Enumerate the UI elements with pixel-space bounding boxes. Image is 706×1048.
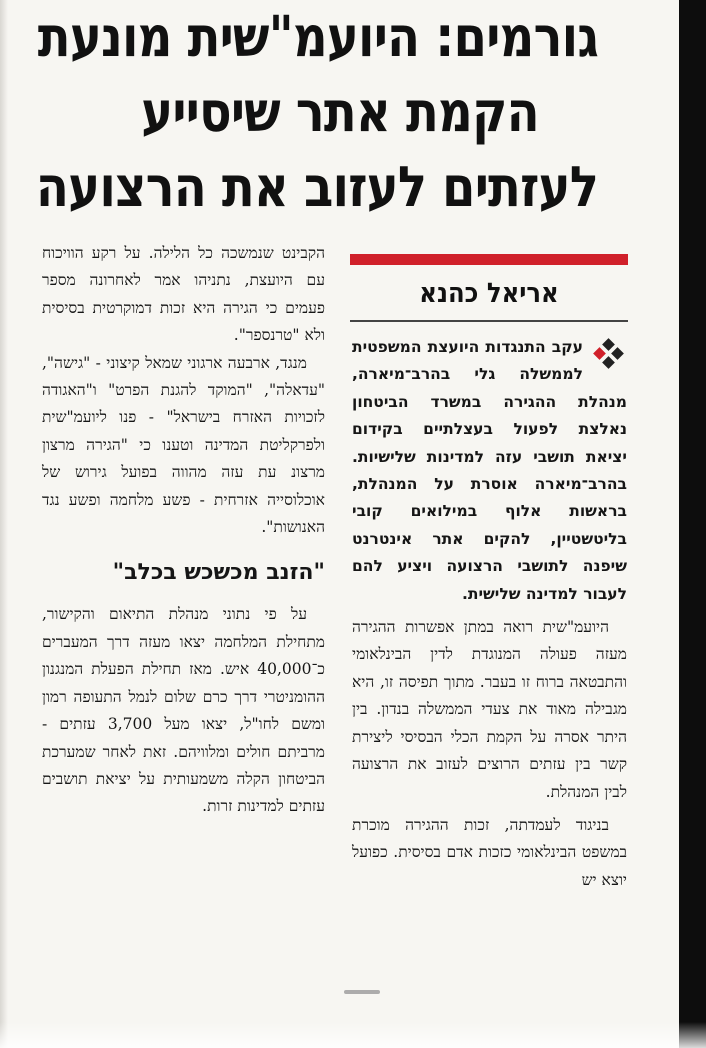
byline-accent-rule [350, 254, 628, 265]
article-paragraph: היועמ"שית רואה במתן אפשרות ההגירה מעזה פעולה המנוגדת לדין הבינלאומי והתבטאה ברוח זו בעבר. מתוך תפיסה זו, היא מגבילה מאוד את צעדי הממשלה בנדון. בין היתר אסרה על הקמת הכלי הבסיסי ליצירת קשר בין עזתים הרוצים לעזוב את הרצועה לבין המנהלת. [352, 618, 627, 801]
article-column-right [352, 334, 627, 894]
page-fold-shadow [0, 0, 8, 1048]
headline-line-1: גורמים: היועמ"שית מונעת [37, 5, 598, 70]
article-lead-paragraph [352, 334, 627, 608]
byline-divider [350, 320, 628, 322]
section-subheading: "הזנב מכשכש בכלב" [112, 560, 325, 586]
diamond-cluster-icon [589, 336, 627, 386]
article-paragraph: על פי נתוני מנהלת התיאום והקישור, מתחילת המלחמה יצאו מעזה דרך המעברים כ־40,000 איש. מאז תחילת הפעלת המנגנון ההומניטרי דרך כרם שלום לנמל התעופה רמון ומשם לחו"ל, יצאו מעל 3,700 עזתים - מרביתם חולים ומלוויהם. זאת לאחר שמערכת הביטחון הקלה משמעותית על יציאת תושבים עזתים למדינות זרות. [42, 605, 326, 816]
article-paragraph: הקבינט שנמשכה כל הלילה. על רקע הוויכוח עם היועצת, נתניהו אמר לאחרונה מספר פעמים כי הגירה היא זכות דמוקרטית בסיסית ולא "טרנספר". [42, 244, 325, 345]
article-paragraph: בניגוד לעמדתה, זכות ההגירה מוכרת במשפט הבינלאומי כזכות אדם בסיסית. כפועל יוצא יש [352, 815, 627, 889]
page-edge-bar [679, 0, 706, 1048]
headline-line-3: לעזתים לעזוב את הרצועה [35, 155, 598, 220]
lead-text: עקב התנגדות היועצת המשפטית לממשלה גלי בהרב־מיארה, מנהלת ההגירה במשרד הביטחון נאלצת לפעול בעצלתיים בקידום יציאת תושבי עזה למדינות שלישיות. בהרב־מיארה אוסרת על המנהלת, בראשות אלוף במילואים קובי בליטשטיין, להקים אתר אינטרנט שיפנה לתושבי הרצועה ויציע להם לעבור למדינה שלישית. [352, 338, 627, 603]
bottom-fade [0, 1022, 706, 1048]
article-paragraph: מנגד, ארבעה ארגוני שמאל קיצוני - "גישה", "עדאלה", "המוקד להגנת הפרט" ו"האגודה לזכויות האזרח בישראל" - פנו ליועמ"שית ולפרקליטת המדינה וטענו כי "הגירה מרצון מרצונ עת עזה מהווה בפועל גירוש של אוכלוסייה אזרחית - פשע מלחמה ופשע נגד האנושות". [42, 353, 325, 537]
headline [35, 0, 598, 225]
article-column-left [42, 240, 325, 821]
byline: אריאל כהנא [419, 278, 559, 309]
print-smudge [344, 990, 380, 994]
headline-line-2: הקמת אתר שיסייע [141, 80, 539, 145]
